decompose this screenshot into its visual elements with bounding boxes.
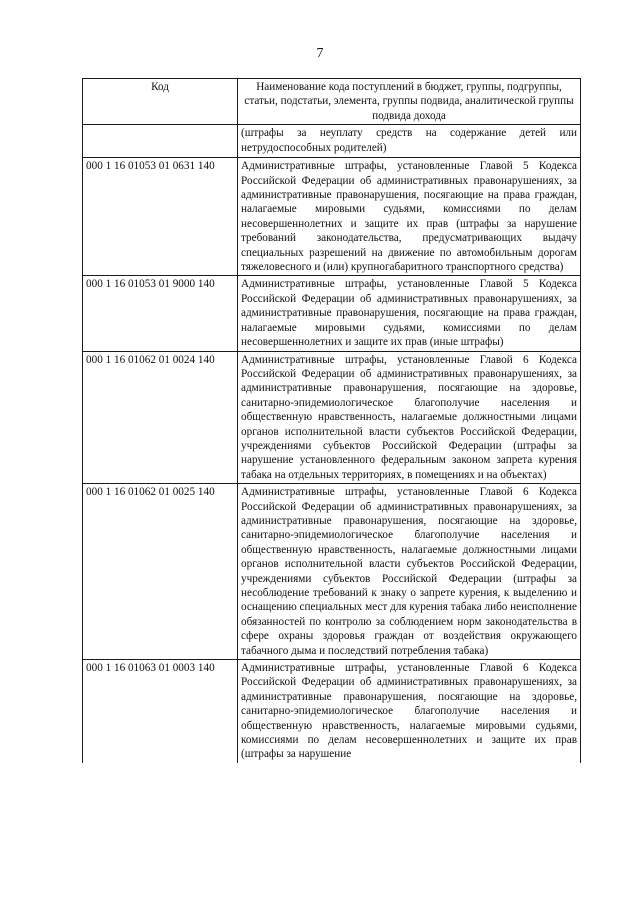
table-cell-description: Административные штрафы, установленные Главой 6 Кодекса Российской Федерации об административных правонарушениях, за административные правонарушения, посягающие на здоровье, санитарно-эпидемиологическое благополучие населения и общественную нравственность, налагаемые должностными лицами органов исполнительной власти субъектов Российской Федерации, учреждениями субъектов Российской Федерации (штрафы за несоблюдение требований к знаку о запрете курения, к выделению и оснащению специальных мест для курения табака либо неисполнение обязанностей по контролю за соблюдением норм законодательства в сфере охраны здоровья граждан от воздействия окружающего табачного дыма и последствий потребления табака) [238, 484, 581, 660]
table-cell-code: 000 1 16 01053 01 9000 140 [83, 276, 238, 351]
table-row [83, 484, 581, 660]
revenue-codes-table [82, 78, 581, 763]
column-header-name: Наименование кода поступлений в бюджет, группы, подгруппы, статьи, подстатьи, элемента, группы подвида, аналитической группы подвида дохода [238, 79, 581, 125]
table-cell-code: 000 1 16 01053 01 0631 140 [83, 158, 238, 276]
table-row-continuation [83, 125, 581, 158]
table-cell-code: 000 1 16 01062 01 0025 140 [83, 484, 238, 660]
table-cell-description: Административные штрафы, установленные Главой 6 Кодекса Российской Федерации об административных правонарушениях, за административные правонарушения, посягающие на здоровье, санитарно-эпидемиологическое благополучие населения и общественную нравственность, налагаемые мировыми судьями, комиссиями по делам несовершеннолетних и защите их прав (штрафы за нарушение [238, 660, 581, 763]
table-cell-code [83, 125, 238, 158]
table-cell-description: Административные штрафы, установленные Главой 5 Кодекса Российской Федерации об административных правонарушениях, за административные правонарушения, посягающие на права граждан, налагаемые мировыми судьями, комиссиями по делам несовершеннолетних и защите их прав (иные штрафы) [238, 276, 581, 351]
table-row [83, 351, 581, 484]
table-header-row [83, 79, 581, 125]
table-cell-description: Административные штрафы, установленные Главой 5 Кодекса Российской Федерации об административных правонарушениях, за административные правонарушения, посягающие на права граждан, налагаемые мировыми судьями, комиссиями по делам несовершеннолетних и защите их прав (штрафы за нарушение требований законодательства, предусматривающих выдачу специальных разрешений на движение по автомобильным дорогам тяжеловесного и (или) крупногабаритного транспортного средства) [238, 158, 581, 276]
table-cell-code: 000 1 16 01062 01 0024 140 [83, 351, 238, 484]
column-header-code: Код [83, 79, 238, 125]
table-row [83, 158, 581, 276]
table-row [83, 276, 581, 351]
table-row [83, 660, 581, 763]
page-number: 7 [316, 46, 324, 61]
table-cell-code: 000 1 16 01063 01 0003 140 [83, 660, 238, 763]
table-cell-description: Административные штрафы, установленные Главой 6 Кодекса Российской Федерации об административных правонарушениях, за административные правонарушения, посягающие на здоровье, санитарно-эпидемиологическое благополучие населения и общественную нравственность, налагаемые должностными лицами органов исполнительной власти субъектов Российской Федерации, учреждениями субъектов Российской Федерации (штрафы за нарушение установленного федеральным законом запрета курения табака на отдельных территориях, в помещениях и на объектах) [238, 351, 581, 484]
table-cell-description: (штрафы за неуплату средств на содержание детей или нетрудоспособных родителей) [238, 125, 581, 158]
